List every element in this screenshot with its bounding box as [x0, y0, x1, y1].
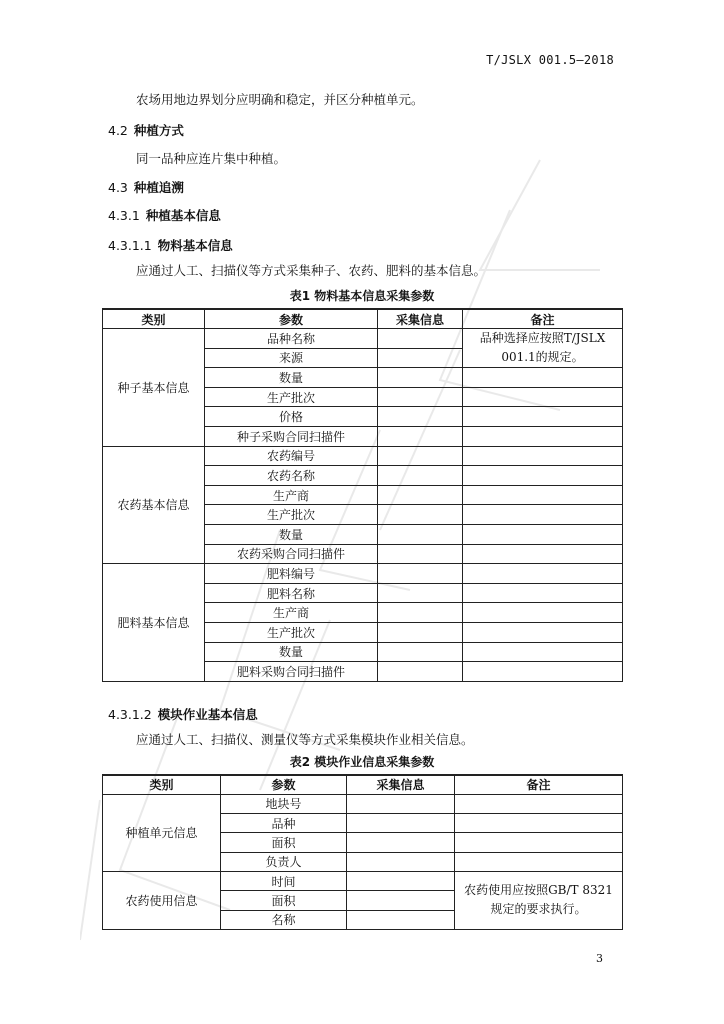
collected-cell — [347, 852, 455, 871]
table-row — [103, 564, 623, 584]
remark-cell — [455, 814, 623, 833]
heading-number: 4.3.1.2 — [108, 707, 152, 722]
table2-caption: 表2 模块作业信息采集参数 — [289, 755, 435, 769]
heading-text: 种植基本信息 — [145, 208, 221, 223]
paragraph-module-collection: 应通过人工、扫描仪、测量仪等方式采集模块作业相关信息。 — [136, 732, 474, 747]
parameter-cell: 农药采购合同扫描件 — [205, 544, 378, 564]
column-header-category: 类别 — [103, 775, 221, 794]
column-header-parameter: 参数 — [221, 775, 347, 794]
remark-cell — [463, 466, 623, 486]
collected-cell — [378, 485, 463, 505]
parameter-cell: 肥料采购合同扫描件 — [205, 662, 378, 682]
table-row — [103, 871, 623, 890]
table-module-parameters — [102, 774, 623, 930]
column-header-collected: 采集信息 — [347, 775, 455, 794]
parameter-cell: 价格 — [205, 407, 378, 427]
collected-cell — [378, 329, 463, 349]
table-row — [103, 446, 623, 466]
paragraph-boundary: 农场用地边界划分应明确和稳定，并区分种植单元。 — [136, 92, 424, 107]
collected-cell — [378, 427, 463, 447]
heading-number: 4.3 — [108, 180, 128, 195]
column-header-remark: 备注 — [455, 775, 623, 794]
parameter-cell: 生产商 — [205, 485, 378, 505]
collected-cell — [347, 833, 455, 852]
parameter-cell: 生产批次 — [205, 505, 378, 525]
collected-cell — [378, 603, 463, 623]
paragraph-material-collection: 应通过人工、扫描仪等方式采集种子、农药、肥料的基本信息。 — [136, 263, 487, 278]
category-cell: 肥料基本信息 — [103, 564, 205, 682]
parameter-cell: 面积 — [221, 833, 347, 852]
collected-cell — [378, 564, 463, 584]
category-cell: 农药基本信息 — [103, 446, 205, 564]
remark-cell — [463, 407, 623, 427]
parameter-cell: 农药名称 — [205, 466, 378, 486]
parameter-cell: 生产商 — [205, 603, 378, 623]
column-header-remark: 备注 — [463, 309, 623, 329]
collected-cell — [378, 368, 463, 388]
remark-cell — [463, 427, 623, 447]
remark-cell — [463, 446, 623, 466]
parameter-cell: 数量 — [205, 642, 378, 662]
page-number: 3 — [596, 952, 603, 965]
parameter-cell: 来源 — [205, 348, 378, 368]
collected-cell — [378, 583, 463, 603]
category-cell: 农药使用信息 — [103, 871, 221, 929]
parameter-cell: 负责人 — [221, 852, 347, 871]
collected-cell — [347, 814, 455, 833]
parameter-cell: 时间 — [221, 871, 347, 890]
collected-cell — [378, 387, 463, 407]
remark-cell — [463, 505, 623, 525]
collected-cell — [378, 407, 463, 427]
parameter-cell: 肥料名称 — [205, 583, 378, 603]
heading-text: 模块作业基本信息 — [157, 707, 258, 722]
collected-cell — [378, 446, 463, 466]
collected-cell — [378, 642, 463, 662]
heading-number: 4.2 — [108, 123, 128, 138]
collected-cell — [378, 662, 463, 682]
heading-text: 种植追溯 — [133, 180, 184, 195]
remark-cell — [463, 564, 623, 584]
remark-cell — [463, 603, 623, 623]
collected-cell — [378, 466, 463, 486]
remark-cell — [455, 794, 623, 813]
parameter-cell: 种子采购合同扫描件 — [205, 427, 378, 447]
column-header-category: 类别 — [103, 309, 205, 329]
heading-text: 种植方式 — [133, 123, 184, 138]
remark-cell — [463, 623, 623, 643]
heading-number: 4.3.1 — [108, 208, 140, 223]
parameter-cell: 数量 — [205, 368, 378, 388]
heading-number: 4.3.1.1 — [108, 238, 152, 253]
table-row — [103, 794, 623, 813]
collected-cell — [378, 505, 463, 525]
remark-cell — [463, 583, 623, 603]
remark-cell: 农药使用应按照GB/T 8321规定的要求执行。 — [455, 871, 623, 929]
collected-cell — [378, 544, 463, 564]
collected-cell — [347, 891, 455, 910]
heading-4-3-1-1 — [108, 238, 233, 254]
remark-cell — [463, 525, 623, 545]
remark-cell: 品种选择应按照T/JSLX 001.1的规定。 — [463, 329, 623, 368]
remark-cell — [463, 544, 623, 564]
table-row — [103, 329, 623, 349]
standard-code: T/JSLX 001.5—2018 — [486, 53, 614, 67]
category-cell: 种植单元信息 — [103, 794, 221, 871]
column-header-parameter: 参数 — [205, 309, 378, 329]
remark-cell — [463, 642, 623, 662]
category-cell: 种子基本信息 — [103, 329, 205, 447]
heading-4-3 — [108, 180, 184, 196]
parameter-cell: 面积 — [221, 891, 347, 910]
collected-cell — [347, 794, 455, 813]
remark-cell — [463, 387, 623, 407]
heading-text: 物料基本信息 — [157, 238, 233, 253]
column-header-collected: 采集信息 — [378, 309, 463, 329]
collected-cell — [378, 623, 463, 643]
parameter-cell: 地块号 — [221, 794, 347, 813]
paragraph-planting: 同一品种应连片集中种植。 — [136, 151, 287, 166]
parameter-cell: 农药编号 — [205, 446, 378, 466]
parameter-cell: 数量 — [205, 525, 378, 545]
remark-cell — [463, 368, 623, 388]
collected-cell — [378, 348, 463, 368]
remark-cell — [455, 852, 623, 871]
remark-cell — [463, 662, 623, 682]
parameter-cell: 生产批次 — [205, 387, 378, 407]
parameter-cell: 生产批次 — [205, 623, 378, 643]
parameter-cell: 品种名称 — [205, 329, 378, 349]
collected-cell — [378, 525, 463, 545]
heading-4-2 — [108, 123, 184, 139]
table1-caption: 表1 物料基本信息采集参数 — [289, 289, 435, 303]
collected-cell — [347, 910, 455, 929]
remark-cell — [463, 485, 623, 505]
collected-cell — [347, 871, 455, 890]
heading-4-3-1 — [108, 208, 221, 224]
parameter-cell: 品种 — [221, 814, 347, 833]
remark-cell — [455, 833, 623, 852]
parameter-cell: 肥料编号 — [205, 564, 378, 584]
heading-4-3-1-2 — [108, 707, 258, 723]
table-material-parameters — [102, 308, 623, 682]
parameter-cell: 名称 — [221, 910, 347, 929]
